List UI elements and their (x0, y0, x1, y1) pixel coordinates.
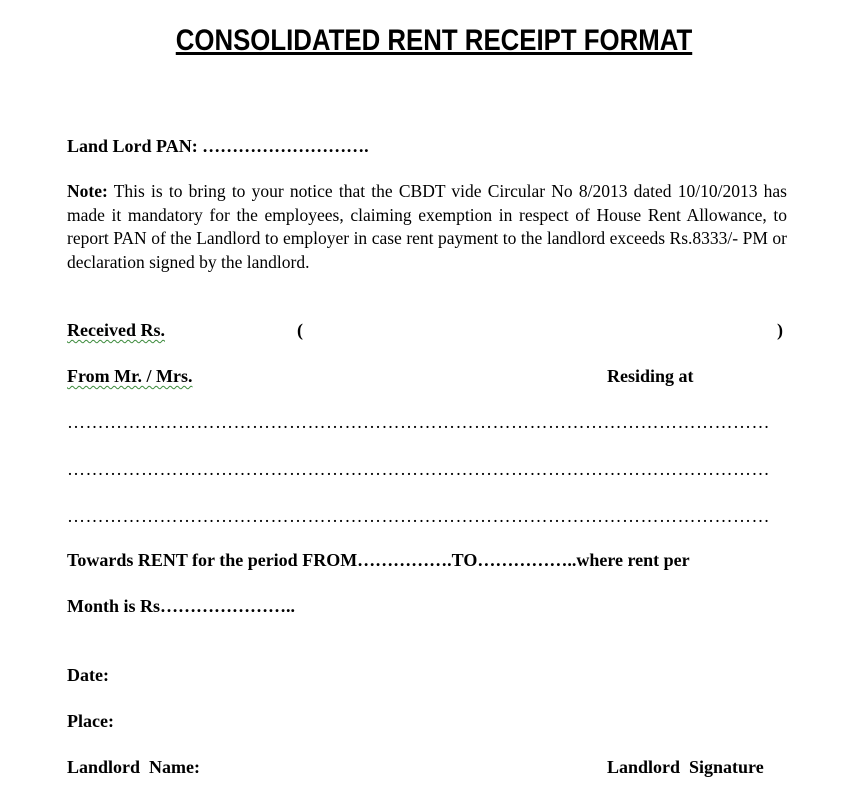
address-line-1: …………………………………………………………………………………………………… (67, 412, 770, 432)
from-label: From Mr. / Mrs. (67, 366, 193, 386)
rent-period-line: Towards RENT for the period FROM…………….TO……………..where rent per (67, 550, 690, 570)
note-paragraph (67, 180, 787, 274)
residing-at-label: Residing at (607, 366, 694, 386)
note-label: Note: (67, 181, 108, 201)
landlord-pan-line: Land Lord PAN: ………………………. (67, 136, 369, 156)
landlord-signature-label: Landlord Signature (607, 757, 764, 777)
place-label: Place: (67, 711, 114, 731)
received-rs-label: Received Rs. (67, 320, 165, 340)
landlord-name-label: Landlord Name: (67, 757, 201, 777)
monthly-rent-line: Month is Rs………………….. (67, 596, 296, 616)
address-line-2: …………………………………………………………………………………………………… (67, 459, 770, 479)
address-line-3: …………………………………………………………………………………………………… (67, 506, 770, 526)
received-close-paren: ) (777, 320, 783, 340)
received-open-paren: ( (297, 320, 303, 340)
note-text: This is to bring to your notice that the CBDT vide Circular No 8/2013 dated 10/10/2013 has made it mandatory for the employees, claiming exemption in respect of House Rent Allowance, to report PAN of the Landlord to employer in case rent payment to the landlord exceeds Rs.8333/- PM or declaration signed by the landlord. (67, 181, 787, 272)
date-label: Date: (67, 665, 109, 685)
page-title: CONSOLIDATED RENT RECEIPT FORMAT (175, 24, 693, 57)
